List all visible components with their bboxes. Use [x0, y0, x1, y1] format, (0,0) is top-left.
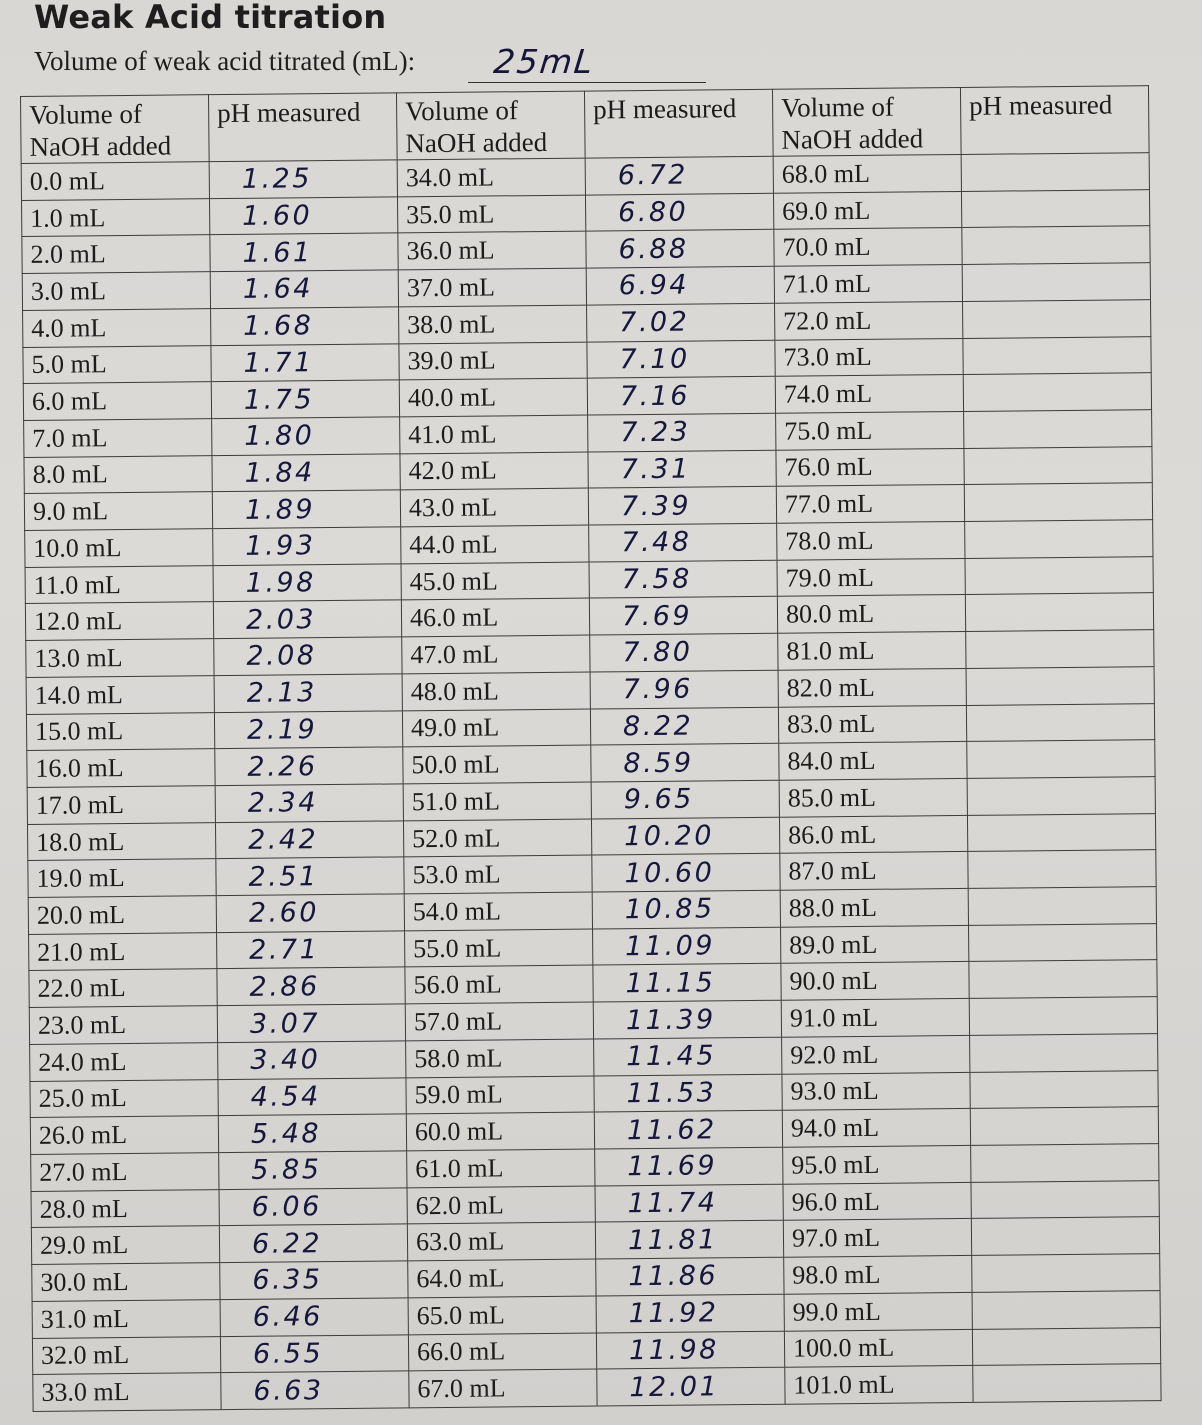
- naoh-volume-cell: 100.0 mL: [784, 1329, 972, 1368]
- ph-empty-cell: [965, 593, 1153, 632]
- naoh-volume-cell: 96.0 mL: [783, 1182, 971, 1221]
- ph-empty-cell: [963, 336, 1151, 375]
- ph-value-cell: 2.86: [217, 967, 405, 1006]
- naoh-volume-cell: 70.0 mL: [774, 228, 962, 267]
- naoh-volume-cell: 61.0 mL: [407, 1149, 595, 1188]
- naoh-volume-cell: 17.0 mL: [27, 786, 215, 825]
- naoh-volume-cell: 55.0 mL: [405, 929, 593, 968]
- naoh-volume-cell: 79.0 mL: [777, 558, 965, 597]
- naoh-volume-cell: 81.0 mL: [778, 632, 966, 671]
- ph-empty-cell: [962, 263, 1150, 302]
- naoh-volume-cell: 57.0 mL: [405, 1002, 593, 1041]
- ph-value-cell: 9.65: [591, 780, 779, 819]
- naoh-volume-cell: 0.0 mL: [21, 162, 209, 201]
- ph-value-cell: 6.55: [220, 1334, 408, 1373]
- ph-value-cell: 2.42: [215, 821, 403, 860]
- ph-empty-cell: [961, 189, 1149, 228]
- naoh-volume-cell: 83.0 mL: [778, 705, 966, 744]
- ph-value-cell: 6.46: [220, 1298, 408, 1337]
- ph-value-cell: 7.02: [587, 303, 775, 342]
- naoh-volume-cell: 97.0 mL: [783, 1219, 971, 1258]
- ph-empty-cell: [964, 483, 1152, 522]
- naoh-volume-cell: 65.0 mL: [408, 1296, 596, 1335]
- ph-value-cell: 10.20: [591, 817, 779, 856]
- ph-empty-cell: [964, 446, 1152, 485]
- ph-value-cell: 8.22: [590, 707, 778, 746]
- acid-volume-handwritten-value: 25mL: [491, 42, 597, 81]
- naoh-volume-cell: 58.0 mL: [406, 1039, 594, 1078]
- naoh-volume-cell: 4.0 mL: [23, 308, 211, 347]
- ph-value-cell: 2.51: [216, 857, 404, 896]
- ph-value-cell: 3.40: [218, 1041, 406, 1080]
- ph-value-cell: 11.53: [594, 1074, 782, 1113]
- ph-value-cell: 12.01: [597, 1367, 785, 1406]
- ph-value-cell: 2.19: [214, 710, 402, 749]
- naoh-volume-cell: 62.0 mL: [407, 1186, 595, 1225]
- ph-empty-cell: [963, 373, 1151, 412]
- naoh-volume-cell: 95.0 mL: [783, 1145, 971, 1184]
- ph-value-cell: 1.60: [209, 197, 397, 236]
- ph-empty-cell: [966, 666, 1154, 705]
- naoh-volume-cell: 30.0 mL: [32, 1263, 220, 1302]
- ph-empty-cell: [968, 887, 1156, 926]
- ph-empty-cell: [965, 520, 1153, 559]
- ph-value-cell: 6.22: [219, 1224, 407, 1263]
- ph-value-cell: 6.35: [220, 1261, 408, 1300]
- naoh-volume-cell: 44.0 mL: [401, 525, 589, 564]
- ph-value-cell: 1.68: [211, 307, 399, 346]
- naoh-volume-cell: 15.0 mL: [26, 712, 214, 751]
- ph-value-cell: 2.13: [214, 674, 402, 713]
- naoh-volume-cell: 13.0 mL: [26, 639, 214, 678]
- naoh-volume-cell: 52.0 mL: [403, 819, 591, 858]
- naoh-volume-cell: 20.0 mL: [28, 896, 216, 935]
- ph-empty-cell: [968, 850, 1156, 889]
- naoh-volume-cell: 87.0 mL: [780, 852, 968, 891]
- ph-empty-cell: [971, 1217, 1159, 1256]
- worksheet-title: Weak Acid titration: [34, 0, 387, 36]
- ph-value-cell: 1.98: [213, 564, 401, 603]
- ph-empty-cell: [967, 740, 1155, 779]
- header-ph-measured-3: pH measured: [960, 86, 1149, 155]
- naoh-volume-cell: 69.0 mL: [773, 191, 961, 230]
- naoh-volume-cell: 33.0 mL: [33, 1373, 221, 1412]
- header-ph-measured-1: pH measured: [208, 93, 397, 162]
- naoh-volume-cell: 16.0 mL: [27, 749, 215, 788]
- naoh-volume-cell: 45.0 mL: [401, 562, 589, 601]
- naoh-volume-cell: 8.0 mL: [24, 455, 212, 494]
- naoh-volume-cell: 67.0 mL: [409, 1369, 597, 1408]
- ph-value-cell: 2.03: [213, 600, 401, 639]
- ph-value-cell: 6.94: [586, 266, 774, 305]
- naoh-volume-cell: 29.0 mL: [31, 1226, 219, 1265]
- naoh-volume-cell: 86.0 mL: [779, 815, 967, 854]
- ph-value-cell: 10.60: [592, 854, 780, 893]
- ph-value-cell: 11.74: [595, 1184, 783, 1223]
- naoh-volume-cell: 43.0 mL: [400, 488, 588, 527]
- ph-empty-cell: [970, 1070, 1158, 1109]
- naoh-volume-cell: 82.0 mL: [778, 668, 966, 707]
- ph-value-cell: 1.89: [212, 490, 400, 529]
- ph-empty-cell: [961, 153, 1149, 192]
- ph-value-cell: 5.85: [219, 1151, 407, 1190]
- naoh-volume-cell: 99.0 mL: [784, 1292, 972, 1331]
- naoh-volume-cell: 24.0 mL: [30, 1043, 218, 1082]
- header-ph-measured-2: pH measured: [584, 89, 773, 158]
- ph-value-cell: 7.96: [590, 670, 778, 709]
- naoh-volume-cell: 74.0 mL: [775, 375, 963, 414]
- naoh-volume-cell: 49.0 mL: [402, 709, 590, 748]
- ph-value-cell: 7.23: [588, 413, 776, 452]
- naoh-volume-cell: 84.0 mL: [779, 742, 967, 781]
- naoh-volume-cell: 6.0 mL: [23, 382, 211, 421]
- ph-empty-cell: [970, 1033, 1158, 1072]
- ph-value-cell: 11.15: [593, 964, 781, 1003]
- naoh-volume-cell: 53.0 mL: [404, 855, 592, 894]
- ph-value-cell: 4.54: [218, 1077, 406, 1116]
- naoh-volume-cell: 38.0 mL: [399, 305, 587, 344]
- ph-value-cell: 11.39: [593, 1000, 781, 1039]
- naoh-volume-cell: 26.0 mL: [30, 1116, 218, 1155]
- ph-empty-cell: [965, 556, 1153, 595]
- ph-value-cell: 6.72: [585, 156, 773, 195]
- ph-value-cell: 1.84: [212, 453, 400, 492]
- naoh-volume-cell: 25.0 mL: [30, 1079, 218, 1118]
- naoh-volume-cell: 2.0 mL: [22, 235, 210, 274]
- ph-value-cell: 7.80: [590, 633, 778, 672]
- ph-value-cell: 2.08: [214, 637, 402, 676]
- naoh-volume-cell: 78.0 mL: [777, 521, 965, 560]
- naoh-volume-cell: 73.0 mL: [775, 338, 963, 377]
- ph-value-cell: 11.09: [593, 927, 781, 966]
- ph-empty-cell: [962, 226, 1150, 265]
- ph-value-cell: 7.10: [587, 340, 775, 379]
- naoh-volume-cell: 34.0 mL: [397, 158, 585, 197]
- ph-empty-cell: [969, 960, 1157, 999]
- header-volume-naoh-1: Volume of NaOH added: [21, 95, 210, 164]
- acid-volume-blank-line: [468, 82, 706, 83]
- naoh-volume-cell: 94.0 mL: [782, 1109, 970, 1148]
- ph-empty-cell: [971, 1180, 1159, 1219]
- ph-value-cell: 2.34: [215, 784, 403, 823]
- naoh-volume-cell: 72.0 mL: [775, 301, 963, 340]
- ph-value-cell: 7.16: [587, 376, 775, 415]
- naoh-volume-cell: 88.0 mL: [780, 888, 968, 927]
- titration-data-table: [20, 85, 1162, 1412]
- naoh-volume-cell: 32.0 mL: [32, 1336, 220, 1375]
- ph-value-cell: 7.31: [588, 450, 776, 489]
- naoh-volume-cell: 77.0 mL: [776, 485, 964, 524]
- naoh-volume-cell: 90.0 mL: [781, 962, 969, 1001]
- naoh-volume-cell: 42.0 mL: [400, 452, 588, 491]
- naoh-volume-cell: 40.0 mL: [399, 378, 587, 417]
- ph-value-cell: 6.88: [586, 230, 774, 269]
- table-header-row: [21, 86, 1150, 164]
- ph-value-cell: 11.81: [595, 1221, 783, 1260]
- acid-volume-label: Volume of weak acid titrated (mL):: [34, 46, 416, 76]
- ph-value-cell: 11.69: [595, 1147, 783, 1186]
- naoh-volume-cell: 98.0 mL: [784, 1256, 972, 1295]
- naoh-volume-cell: 37.0 mL: [398, 268, 586, 307]
- ph-value-cell: 11.86: [596, 1257, 784, 1296]
- naoh-volume-cell: 46.0 mL: [401, 598, 589, 637]
- naoh-volume-cell: 14.0 mL: [26, 676, 214, 715]
- naoh-volume-cell: 63.0 mL: [407, 1222, 595, 1261]
- naoh-volume-cell: 22.0 mL: [29, 969, 217, 1008]
- naoh-volume-cell: 51.0 mL: [403, 782, 591, 821]
- header-volume-naoh-2: Volume of NaOH added: [396, 91, 585, 160]
- naoh-volume-cell: 76.0 mL: [776, 448, 964, 487]
- naoh-volume-cell: 91.0 mL: [781, 999, 969, 1038]
- naoh-volume-cell: 71.0 mL: [774, 265, 962, 304]
- naoh-volume-cell: 1.0 mL: [22, 198, 210, 237]
- ph-value-cell: 1.80: [212, 417, 400, 456]
- naoh-volume-cell: 5.0 mL: [23, 345, 211, 384]
- ph-value-cell: 5.48: [218, 1114, 406, 1153]
- ph-value-cell: 10.85: [592, 890, 780, 929]
- ph-empty-cell: [969, 923, 1157, 962]
- ph-value-cell: 7.39: [588, 487, 776, 526]
- naoh-volume-cell: 41.0 mL: [400, 415, 588, 454]
- ph-value-cell: 1.61: [210, 233, 398, 272]
- ph-value-cell: 11.92: [596, 1294, 784, 1333]
- ph-empty-cell: [964, 410, 1152, 449]
- ph-empty-cell: [972, 1327, 1160, 1366]
- ph-empty-cell: [969, 997, 1157, 1036]
- naoh-volume-cell: 28.0 mL: [31, 1189, 219, 1228]
- ph-value-cell: 1.93: [213, 527, 401, 566]
- ph-value-cell: 1.25: [209, 160, 397, 199]
- ph-empty-cell: [963, 299, 1151, 338]
- ph-value-cell: 11.45: [594, 1037, 782, 1076]
- ph-value-cell: 1.64: [210, 270, 398, 309]
- ph-value-cell: 7.69: [589, 597, 777, 636]
- ph-empty-cell: [972, 1290, 1160, 1329]
- naoh-volume-cell: 23.0 mL: [29, 1006, 217, 1045]
- naoh-volume-cell: 11.0 mL: [25, 565, 213, 604]
- naoh-volume-cell: 50.0 mL: [403, 745, 591, 784]
- header-volume-naoh-3: Volume of NaOH added: [772, 87, 961, 156]
- naoh-volume-cell: 64.0 mL: [408, 1259, 596, 1298]
- naoh-volume-cell: 101.0 mL: [785, 1366, 973, 1405]
- ph-value-cell: 2.60: [216, 894, 404, 933]
- ph-value-cell: 3.07: [217, 1004, 405, 1043]
- naoh-volume-cell: 80.0 mL: [777, 595, 965, 634]
- ph-value-cell: 1.75: [211, 380, 399, 419]
- ph-value-cell: 6.80: [585, 193, 773, 232]
- ph-empty-cell: [967, 813, 1155, 852]
- ph-empty-cell: [972, 1254, 1160, 1293]
- naoh-volume-cell: 93.0 mL: [782, 1072, 970, 1111]
- naoh-volume-cell: 60.0 mL: [406, 1112, 594, 1151]
- naoh-volume-cell: 68.0 mL: [773, 154, 961, 193]
- ph-value-cell: 8.59: [591, 743, 779, 782]
- ph-value-cell: 11.62: [594, 1111, 782, 1150]
- naoh-volume-cell: 66.0 mL: [408, 1333, 596, 1372]
- ph-value-cell: 6.06: [219, 1188, 407, 1227]
- naoh-volume-cell: 47.0 mL: [402, 635, 590, 674]
- naoh-volume-cell: 35.0 mL: [397, 195, 585, 234]
- ph-empty-cell: [966, 630, 1154, 669]
- naoh-volume-cell: 92.0 mL: [782, 1035, 970, 1074]
- ph-value-cell: 11.98: [596, 1331, 784, 1370]
- naoh-volume-cell: 36.0 mL: [398, 231, 586, 270]
- ph-empty-cell: [970, 1107, 1158, 1146]
- naoh-volume-cell: 3.0 mL: [22, 272, 210, 311]
- naoh-volume-cell: 85.0 mL: [779, 778, 967, 817]
- naoh-volume-cell: 75.0 mL: [776, 411, 964, 450]
- naoh-volume-cell: 59.0 mL: [406, 1076, 594, 1115]
- naoh-volume-cell: 48.0 mL: [402, 672, 590, 711]
- naoh-volume-cell: 12.0 mL: [25, 602, 213, 641]
- naoh-volume-cell: 10.0 mL: [25, 529, 213, 568]
- naoh-volume-cell: 89.0 mL: [781, 925, 969, 964]
- table-body: [21, 153, 1161, 1412]
- naoh-volume-cell: 19.0 mL: [28, 859, 216, 898]
- naoh-volume-cell: 54.0 mL: [404, 892, 592, 931]
- naoh-volume-cell: 18.0 mL: [27, 822, 215, 861]
- ph-value-cell: 2.26: [215, 747, 403, 786]
- ph-empty-cell: [966, 703, 1154, 742]
- ph-value-cell: 1.71: [211, 343, 399, 382]
- ph-value-cell: 7.48: [589, 523, 777, 562]
- ph-empty-cell: [973, 1364, 1161, 1403]
- naoh-volume-cell: 7.0 mL: [24, 419, 212, 458]
- ph-empty-cell: [967, 777, 1155, 816]
- naoh-volume-cell: 39.0 mL: [399, 342, 587, 381]
- naoh-volume-cell: 27.0 mL: [31, 1153, 219, 1192]
- naoh-volume-cell: 9.0 mL: [24, 492, 212, 531]
- naoh-volume-cell: 56.0 mL: [405, 966, 593, 1005]
- ph-value-cell: 7.58: [589, 560, 777, 599]
- naoh-volume-cell: 31.0 mL: [32, 1299, 220, 1338]
- naoh-volume-cell: 21.0 mL: [29, 932, 217, 971]
- ph-empty-cell: [971, 1144, 1159, 1183]
- ph-value-cell: 6.63: [221, 1371, 409, 1410]
- ph-value-cell: 2.71: [217, 931, 405, 970]
